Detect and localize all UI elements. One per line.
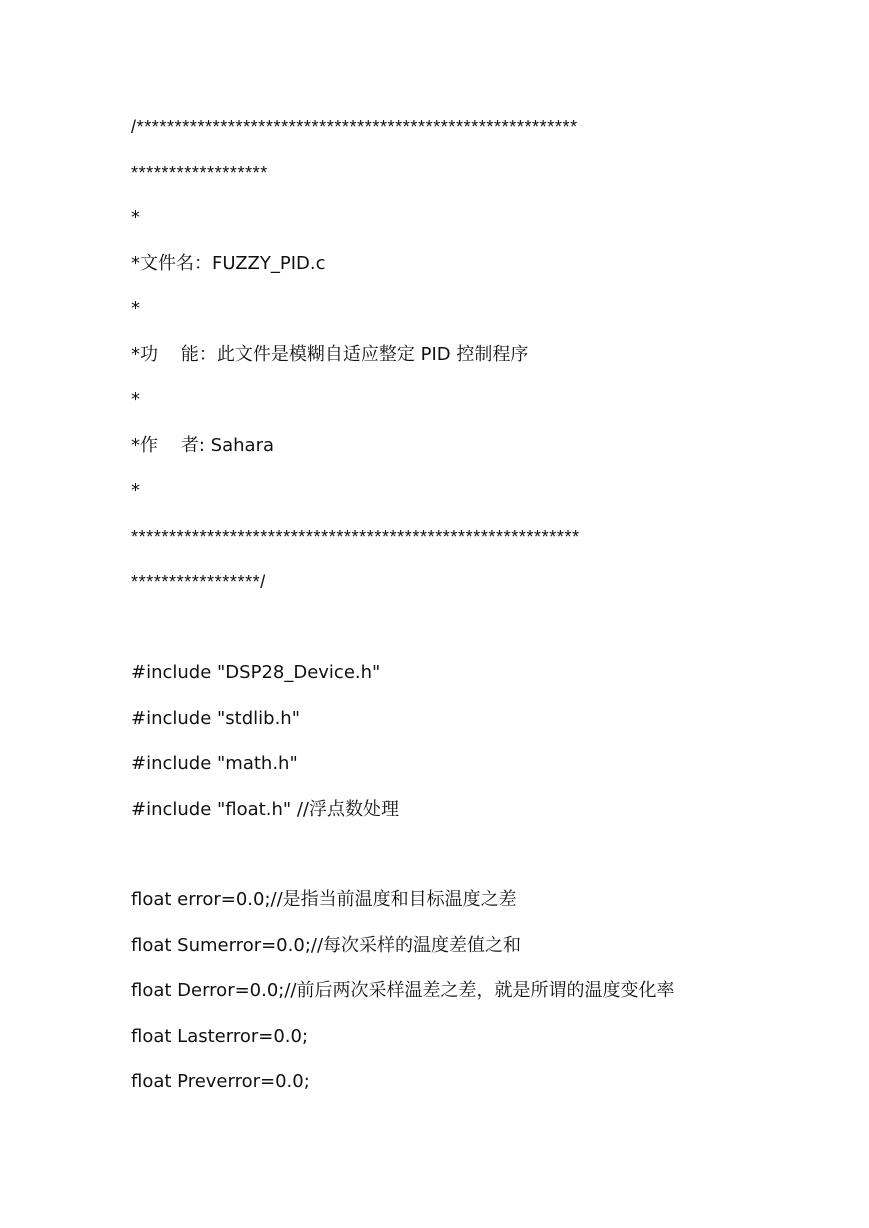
declaration-line: float Derror=0.0;//前后两次采样温差之差，就是所谓的温度变化率 xyxy=(131,980,675,1001)
comment-function: *功 能：此文件是模糊自适应整定 PID 控制程序 xyxy=(131,344,529,365)
comment-line: * xyxy=(131,480,140,501)
comment-border-bottom-continued: *****************/ xyxy=(131,572,266,592)
declaration-line: float Sumerror=0.0;//每次采样的温度差值之和 xyxy=(131,935,522,956)
comment-border-top: /********************************************************** xyxy=(131,117,578,137)
include-line: #include "stdlib.h" xyxy=(131,708,300,729)
include-line: #include "math.h" xyxy=(131,753,298,774)
comment-line: * xyxy=(131,298,140,319)
comment-author: *作 者: Sahara xyxy=(131,435,274,456)
comment-filename: *文件名：FUZZY_PID.c xyxy=(131,253,326,274)
declaration-line: float Preverror=0.0; xyxy=(131,1071,310,1092)
include-line: #include "float.h" //浮点数处理 xyxy=(131,799,399,820)
declaration-line: float Lasterror=0.0; xyxy=(131,1026,309,1047)
comment-border-top-continued: ****************** xyxy=(131,163,268,183)
comment-line: * xyxy=(131,207,140,228)
comment-line: * xyxy=(131,389,140,410)
declaration-line: float error=0.0;//是指当前温度和目标温度之差 xyxy=(131,889,517,910)
include-line: #include "DSP28_Device.h" xyxy=(131,662,381,683)
comment-border-bottom: *********************************************************** xyxy=(131,527,580,547)
